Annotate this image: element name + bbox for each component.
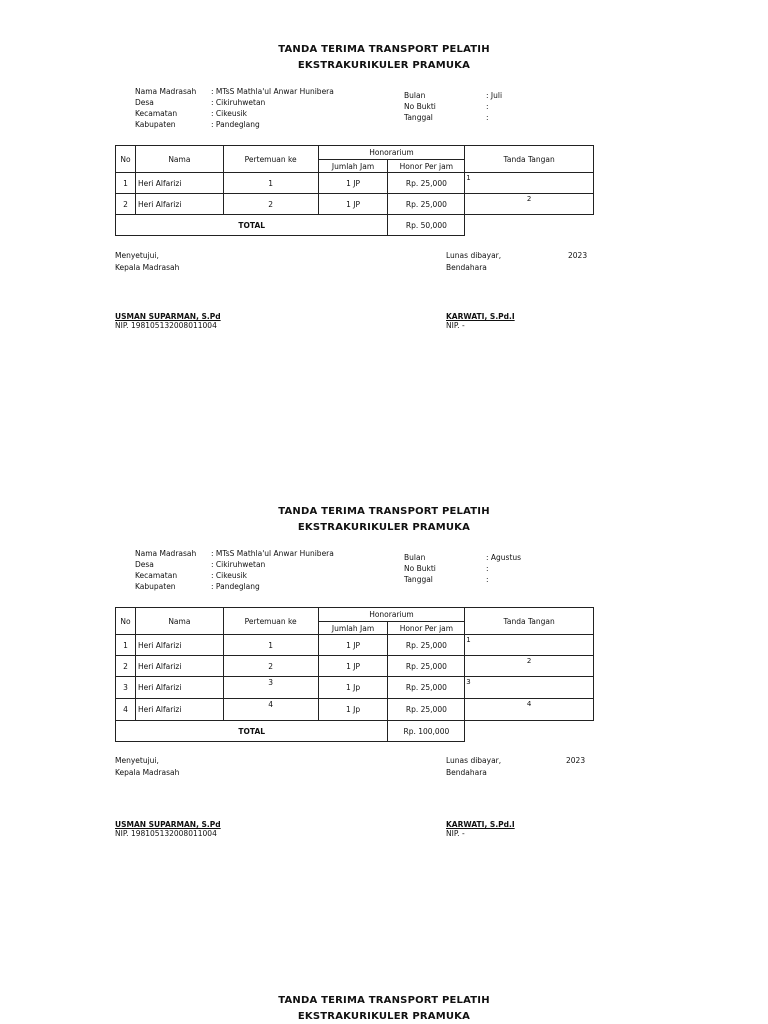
value-nama-madrasah: : MTsS Mathla'ul Anwar Hunibera (211, 549, 334, 558)
receipt-meta (404, 90, 502, 123)
label-tanggal: Tanggal (404, 113, 433, 122)
approval-label: Menyetujui, (115, 756, 159, 765)
honorarium-table (115, 607, 594, 742)
bendahara-signature (446, 820, 515, 838)
header-honorarium: Honorarium (318, 608, 465, 622)
cell-jumlah-jam: 1 JP (318, 656, 388, 677)
header-tanda-tangan: Tanda Tangan (465, 608, 594, 635)
value-nama-madrasah: : MTsS Mathla'ul Anwar Hunibera (211, 87, 334, 96)
value-desa: : Cikiruhwetan (211, 98, 266, 107)
header-honor-per-jam: Honor Per jam (388, 622, 465, 635)
label-desa: Desa (135, 560, 154, 569)
header-no: No (116, 146, 136, 173)
paid-label: Lunas dibayar, (446, 756, 502, 765)
document-subtitle: EKSTRAKURIKULER PRAMUKA (297, 1011, 471, 1022)
kepala-title: Kepala Madrasah (115, 263, 180, 272)
cell-signature (465, 677, 594, 699)
cell-no: 2 (116, 194, 136, 215)
signature-number: 1 (466, 174, 471, 182)
label-nama-madrasah: Nama Madrasah (135, 87, 197, 96)
label-kecamatan: Kecamatan (135, 109, 178, 118)
label-no-bukti: No Bukti (404, 102, 436, 111)
header-nama: Nama (135, 146, 223, 173)
label-nama-madrasah: Nama Madrasah (135, 549, 197, 558)
label-kabupaten: Kabupaten (135, 582, 176, 591)
cell-jumlah-jam: 1 Jp (318, 699, 388, 721)
cell-honor: Rp. 25,000 (388, 635, 465, 656)
cell-no: 1 (116, 173, 136, 194)
label-kabupaten: Kabupaten (135, 120, 176, 129)
bendahara-name: KARWATI, S.Pd.I (446, 820, 515, 829)
header-pertemuan: Pertemuan ke (223, 608, 318, 635)
value-tanggal: : (486, 113, 489, 122)
paid-label: Lunas dibayar, (446, 251, 502, 260)
header-pertemuan: Pertemuan ke (223, 146, 318, 173)
school-info (135, 548, 334, 592)
value-no-bukti: : (486, 564, 489, 573)
bendahara-title: Bendahara (446, 768, 487, 777)
value-bulan: : Agustus (486, 553, 522, 562)
cell-jumlah-jam: 1 JP (318, 173, 388, 194)
document-title: TANDA TERIMA TRANSPORT PELATIH (278, 44, 490, 55)
paid-block (446, 250, 501, 274)
cell-nama: Heri Alfarizi (135, 656, 223, 677)
header-jumlah-jam: Jumlah Jam (318, 160, 388, 173)
total-value: Rp. 50,000 (388, 215, 465, 236)
table-row (116, 194, 594, 215)
value-kabupaten: : Pandeglang (211, 120, 260, 129)
cell-nama: Heri Alfarizi (135, 677, 223, 699)
cell-honor: Rp. 25,000 (388, 173, 465, 194)
cell-jumlah-jam: 1 Jp (318, 677, 388, 699)
cell-signature (465, 635, 594, 656)
bendahara-nip: NIP. - (446, 829, 465, 838)
approval-label: Menyetujui, (115, 251, 159, 260)
label-bulan: Bulan (404, 91, 426, 100)
kepala-signature (115, 820, 221, 838)
label-tanggal: Tanggal (404, 575, 433, 584)
approval-block (115, 755, 179, 779)
document-title: TANDA TERIMA TRANSPORT PELATIH (278, 995, 490, 1006)
total-label: TOTAL (116, 215, 388, 236)
cell-no: 4 (116, 699, 136, 721)
value-desa: : Cikiruhwetan (211, 560, 266, 569)
value-kecamatan: : Cikeusik (211, 571, 248, 580)
year-label: 2023 (568, 251, 588, 260)
table-row (116, 677, 594, 699)
cell-pertemuan: 1 (223, 635, 318, 656)
cell-nama: Heri Alfarizi (135, 194, 223, 215)
cell-nama: Heri Alfarizi (135, 635, 223, 656)
value-kabupaten: : Pandeglang (211, 582, 260, 591)
label-no-bukti: No Bukti (404, 564, 436, 573)
bendahara-signature (446, 312, 515, 330)
cell-pertemuan: 2 (223, 656, 318, 677)
table-row (116, 699, 594, 721)
kepala-nip: NIP. 198105132008011004 (115, 829, 217, 838)
cell-pertemuan: 2 (223, 194, 318, 215)
cell-signature (465, 194, 594, 215)
document-subtitle: EKSTRAKURIKULER PRAMUKA (297, 60, 471, 71)
document-subtitle: EKSTRAKURIKULER PRAMUKA (297, 522, 471, 533)
cell-signature (465, 699, 594, 721)
cell-no: 3 (116, 677, 136, 699)
kepala-name: USMAN SUPARMAN, S.Pd (115, 312, 221, 321)
cell-pertemuan: 4 (223, 699, 318, 721)
year-label: 2023 (566, 756, 586, 765)
cell-no: 2 (116, 656, 136, 677)
kepala-nip: NIP. 198105132008011004 (115, 321, 217, 330)
cell-honor: Rp. 25,000 (388, 194, 465, 215)
signature-number: 2 (526, 657, 532, 665)
cell-jumlah-jam: 1 JP (318, 194, 388, 215)
total-row (116, 721, 594, 742)
bendahara-title: Bendahara (446, 263, 487, 272)
kepala-signature (115, 312, 221, 330)
table-row (116, 173, 594, 194)
cell-honor: Rp. 25,000 (388, 656, 465, 677)
header-no: No (116, 608, 136, 635)
signature-number: 3 (466, 678, 471, 686)
total-row (116, 215, 594, 236)
cell-nama: Heri Alfarizi (135, 699, 223, 721)
value-no-bukti: : (486, 102, 489, 111)
value-tanggal: : (486, 575, 489, 584)
value-kecamatan: : Cikeusik (211, 109, 248, 118)
signature-number: 1 (466, 636, 471, 644)
cell-jumlah-jam: 1 JP (318, 635, 388, 656)
header-tanda-tangan: Tanda Tangan (465, 146, 594, 173)
cell-nama: Heri Alfarizi (135, 173, 223, 194)
value-bulan: : Juli (486, 91, 503, 100)
signature-number: 2 (526, 195, 532, 203)
bendahara-nip: NIP. - (446, 321, 465, 330)
honorarium-table (115, 145, 594, 236)
document-title: TANDA TERIMA TRANSPORT PELATIH (278, 506, 490, 517)
kepala-name: USMAN SUPARMAN, S.Pd (115, 820, 221, 829)
header-honor-per-jam: Honor Per jam (388, 160, 465, 173)
header-jumlah-jam: Jumlah Jam (318, 622, 388, 635)
cell-no: 1 (116, 635, 136, 656)
table-row (116, 656, 594, 677)
kepala-title: Kepala Madrasah (115, 768, 180, 777)
cell-signature (465, 173, 594, 194)
cell-pertemuan: 3 (223, 677, 318, 699)
header-honorarium: Honorarium (318, 146, 465, 160)
cell-pertemuan: 1 (223, 173, 318, 194)
cell-signature (465, 656, 594, 677)
signature-number: 4 (526, 700, 532, 708)
total-label: TOTAL (116, 721, 388, 742)
cell-honor: Rp. 25,000 (388, 677, 465, 699)
paid-block (446, 755, 501, 779)
bendahara-name: KARWATI, S.Pd.I (446, 312, 515, 321)
total-value: Rp. 100,000 (388, 721, 465, 742)
header-nama: Nama (135, 608, 223, 635)
receipt-meta (404, 552, 521, 585)
label-kecamatan: Kecamatan (135, 571, 178, 580)
table-row (116, 635, 594, 656)
label-bulan: Bulan (404, 553, 426, 562)
label-desa: Desa (135, 98, 154, 107)
approval-block (115, 250, 179, 274)
cell-honor: Rp. 25,000 (388, 699, 465, 721)
school-info (135, 86, 334, 130)
